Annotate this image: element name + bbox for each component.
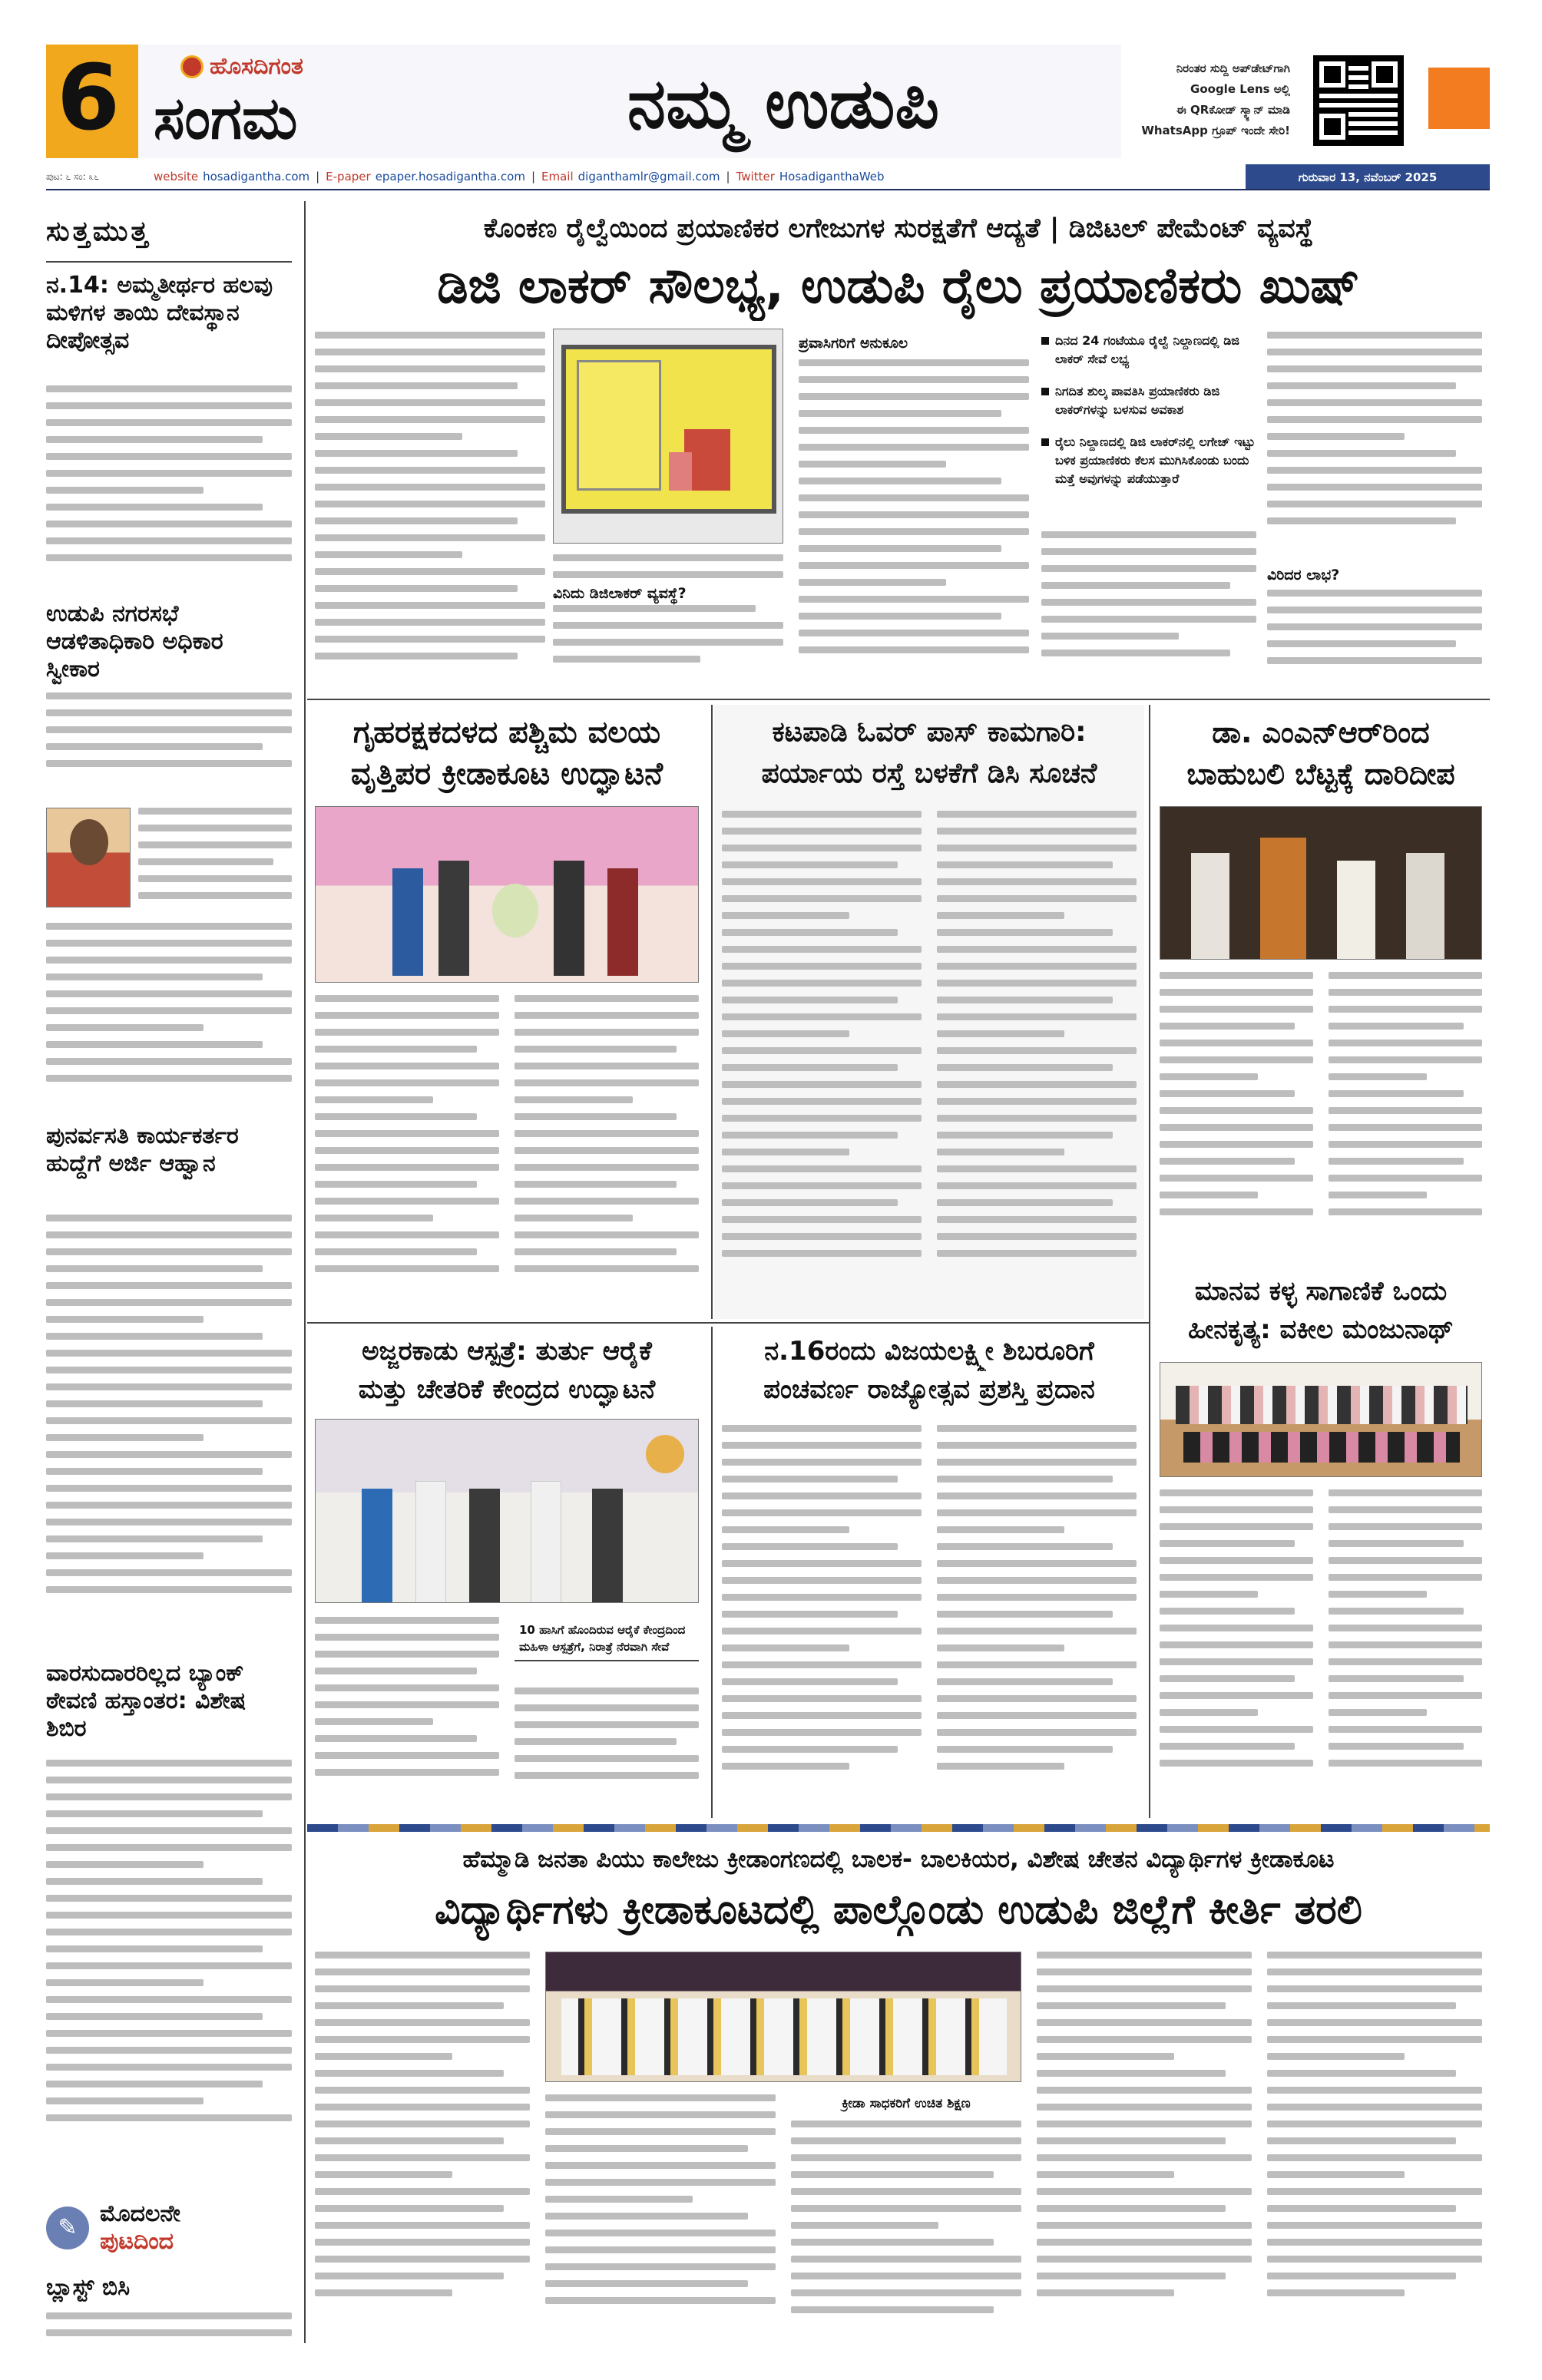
lead-body — [1041, 531, 1256, 685]
sidebar — [46, 201, 292, 2343]
story-head[interactable]: ವೃತ್ತಿಪರ ಕ್ರೀಡಾಕೂಟ ಉದ್ಘಾಟನೆ — [350, 756, 663, 792]
digi-locker-photo — [553, 329, 783, 544]
lead-kicker: ಕೊಂಕಣ ರೈಲ್ವೆಯಿಂದ ಪ್ರಯಾಣಿಕರ ಲಗೇಜುಗಳ ಸುರಕ್ಷತೆಗೆ ಆದ್ಯತೆ | ಡಿಜಿಟಲ್ ಪೇಮೆಂಟ್ ವ್ಯವಸ್ಥೆ — [483, 213, 1314, 244]
awareness-program-photo — [1160, 1362, 1482, 1477]
lead-body — [1267, 590, 1482, 685]
bahubali-event-photo — [1160, 806, 1482, 960]
sports-meet-photo — [315, 806, 699, 983]
twitter-label: Twitter — [736, 170, 775, 183]
qr-line: Google Lens ಅಲ್ಲಿ — [1190, 82, 1290, 96]
bullet-item: ದಿನದ 24 ಗಂಟೆಯೂ ರೈಲ್ವೆ ನಿಲ್ದಾಣದಲ್ಲಿ ಡಿಜಿ ಲಾಕರ್ ಸೇವೆ ಲಭ್ಯ — [1041, 332, 1256, 369]
sidebar-story-head[interactable]: ಪುನರ್ವಸತಿ ಕಾರ್ಯಕರ್ತರ ಹುದ್ದೆಗೆ ಅರ್ಜಿ ಆಹ್ವಾನ — [46, 1122, 239, 1177]
bullet-item: ನಿಗದಿತ ಶುಲ್ಕ ಪಾವತಿಸಿ ಪ್ರಯಾಣಿಕರು ಡಿಜಿ ಲಾಕರ್‌ಗಳನ್ನು ಬಳಸುವ ಅವಕಾಶ — [1041, 382, 1256, 419]
story-body — [1160, 972, 1313, 1256]
front-story-body — [46, 2312, 292, 2343]
lead-subhead: ವಿರಿದರ ಲಾಭ? — [1267, 567, 1340, 583]
bottom-kicker: ಹೆಮ್ಮಾಡಿ ಜನತಾ ಪಿಯು ಕಾಲೇಜು ಕ್ರೀಡಾಂಗಣದಲ್ಲಿ ಬಾಲಕ- ಬಾಲಕಿಯರ, ವಿಶೇಷ ಚೇತನ ವಿದ್ಯಾರ್ಥಿಗಳ ಕ್ರೀಡಾಕೂಟ — [462, 1846, 1335, 1873]
page-number: 6 — [56, 45, 121, 150]
column-divider — [304, 201, 306, 2343]
sidebar-story-body — [46, 923, 292, 1107]
sidebar-story-body — [46, 1760, 292, 2182]
lead-story — [307, 201, 1490, 693]
sidebar-story-body — [138, 808, 292, 915]
lead-subhead: ವಿನಿದು ಡಿಜಿಲಾಕರ್ ವ್ಯವಸ್ಥೆ? — [553, 583, 783, 603]
qr-text — [1090, 58, 1290, 141]
front-label: ಮೊದಲನೇ — [100, 2200, 180, 2227]
sidebar-story-head[interactable]: ಉಡುಪಿ ನಗರಸಭೆ ಆಡಳಿತಾಧಿಕಾರಿ ಅಧಿಕಾರ ಸ್ವೀಕಾರ — [46, 600, 223, 683]
square-bullet-icon — [1041, 438, 1049, 446]
story-body — [315, 1617, 499, 1809]
story-body — [515, 1687, 699, 1809]
row2-story — [1152, 705, 1490, 1258]
lead-body — [799, 359, 1029, 685]
orange-block — [1428, 68, 1490, 129]
square-bullet-icon — [1041, 388, 1049, 395]
qr-line: WhatsApp ಗ್ರೂಪ್ ಇಂದೇ ಸೇರಿ! — [1141, 124, 1290, 137]
story-head[interactable]: ಕಟಪಾಡಿ ಓವರ್ ಪಾಸ್ ಕಾಮಗಾರಿ: — [772, 716, 1087, 748]
story-body — [1329, 972, 1482, 1256]
epaper-link[interactable]: epaper.hosadigantha.com — [375, 170, 525, 183]
front-story-head[interactable]: ಬ್ಲಾಸ್ಟ್ ಬಿಸಿ — [46, 2274, 130, 2301]
email-label: Email — [541, 170, 574, 183]
qr-code-icon[interactable] — [1313, 55, 1404, 146]
lead-body — [1267, 332, 1482, 562]
story-head[interactable]: ಅಜ್ಜರಕಾಡು ಆಸ್ಪತ್ರೆ: ತುರ್ತು ಆರೈಕೆ — [362, 1336, 652, 1367]
story-body — [545, 2094, 776, 2335]
row3-story — [307, 1327, 706, 1818]
row2-story — [307, 705, 706, 1319]
brand-emblem-icon — [180, 55, 204, 78]
bottom-story — [307, 1836, 1490, 2343]
qr-line: ಈ QRಕೋಡ್ ಸ್ಕ್ಯಾನ್ ಮಾಡಿ — [1176, 103, 1290, 117]
square-bullet-icon — [1041, 337, 1049, 345]
story-body — [1267, 1952, 1482, 2335]
bottom-headline[interactable]: ವಿದ್ಯಾರ್ಥಿಗಳು ಕ್ರೀಡಾಕೂಟದಲ್ಲಿ ಪಾಲ್ಗೊಂಡು ಉಡುಪಿ ಜಿಲ್ಲೆಗೆ ಕೀರ್ತಿ ತರಲಿ — [435, 1887, 1362, 1933]
lead-body — [553, 554, 783, 685]
sidebar-story-body — [46, 385, 292, 585]
hospital-inauguration-photo — [315, 1419, 699, 1603]
story-body — [1329, 1489, 1482, 1812]
decor-bar — [307, 1824, 1490, 1832]
lead-bullets — [1041, 332, 1256, 488]
row2-story — [714, 705, 1144, 1319]
qr-line: ನಿರಂತರ ಸುದ್ದಿ ಅಪ್‌ಡೇಟ್‌ಗಾಗಿ — [1176, 61, 1290, 75]
story-head[interactable]: ಬಾಹುಬಲಿ ಬೆಟ್ಟಕ್ಕೆ ದಾರಿದೀಪ — [1186, 757, 1455, 791]
lead-subhead: ಪ್ರವಾಸಿಗರಿಗೆ ಅನುಕೂಲ — [799, 335, 908, 352]
official-portrait — [46, 808, 131, 907]
masthead — [46, 45, 1490, 158]
story-body — [315, 995, 499, 1310]
front-label-sub: ಪುಟದಿಂದ — [100, 2228, 174, 2255]
lead-headline[interactable]: ಡಿಜಿ ಲಾಕರ್ ಸೌಲಭ್ಯ, ಉಡುಪಿ ರೈಲು ಪ್ರಯಾಣಿಕರು ಖುಷ್ — [437, 258, 1360, 315]
brand-logo — [180, 52, 303, 81]
story-body — [315, 1952, 530, 2335]
story-head[interactable]: ಮಾನವ ಕಳ್ಳ ಸಾಗಾಣಿಕೆ ಒಂದು — [1194, 1276, 1448, 1307]
twitter-link[interactable]: HosadiganthaWeb — [779, 170, 885, 183]
pencil-icon: ✎ — [46, 2206, 89, 2249]
front-page-link[interactable] — [46, 2197, 292, 2259]
story-body — [937, 1425, 1137, 1809]
brand-name: ಹೊಸದಿಗಂತ — [210, 53, 303, 80]
story-body — [1037, 1952, 1252, 2335]
story-head[interactable]: ಮತ್ತು ಚೇತರಿಕೆ ಕೇಂದ್ರದ ಉದ್ಘಾಟನೆ — [358, 1374, 656, 1405]
website-label: website — [154, 170, 199, 183]
sidebar-story-body — [46, 693, 292, 792]
epaper-label: E-paper — [326, 170, 371, 183]
section-name: ಸಂಗಮ — [154, 84, 298, 152]
highlight-note: 10 ಹಾಸಿಗೆ ಹೊಂದಿರುವ ಆರೈಕೆ ಕೇಂದ್ರದಿಂದ ಮಹಿಳಾ ಆಸ್ಪತ್ರೆಗೆ, ನಿರಾತ್ರೆ ನೆರವಾಗಿ ಸೇವೆ — [515, 1617, 699, 1661]
date-bar: ಗುರುವಾರ 13, ನವೆಂಬರ್ 2025 — [1246, 164, 1490, 189]
edition-title: ನಮ್ಮ ಉಡುಪಿ — [627, 63, 940, 144]
story-head[interactable]: ಹೀನಕೃತ್ಯ: ವಕೀಲ ಮಂಜುನಾಥ್ — [1188, 1314, 1454, 1345]
sidebar-title: ಸುತ್ತಮುತ್ತ — [46, 216, 151, 247]
email-link[interactable]: diganthamlr@gmail.com — [577, 170, 720, 183]
story-head[interactable]: ಪರ್ಯಾಯ ರಸ್ತೆ ಬಳಕೆಗೆ ಡಿಸಿ ಸೂಚನೆ — [761, 758, 1097, 789]
info-bar: ಪುಟ: ೬ ಸಂ: ೩೬ website hosadigantha.com | E-paper epaper.hosadigantha.com | Email diganthamlr@gmail.com | Twitter HosadiganthaWeb ಗುರುವಾರ 13, ನವೆಂಬರ್ 2025 — [46, 164, 1490, 190]
website-link[interactable]: hosadigantha.com — [203, 170, 310, 183]
story-body — [791, 2121, 1021, 2335]
story-head[interactable]: ಪಂಚವರ್ಣ ರಾಜ್ಯೋತ್ಸವ ಪ್ರಶಸ್ತಿ ಪ್ರದಾನ — [763, 1374, 1095, 1405]
story-head[interactable]: ನ.16ರಂದು ವಿಜಯಲಕ್ಷ್ಮೀ ಶಿಬರೂರಿಗೆ — [764, 1336, 1094, 1367]
bullet-item: ರೈಲು ನಿಲ್ದಾಣದಲ್ಲಿ ಡಿಜಿ ಲಾಕರ್‌ನಲ್ಲಿ ಲಗೇಜ್ ಇಟ್ಟು ಬಳಿಕ ಪ್ರಯಾಣಿಕರು ಕೆಲಸ ಮುಗಿಸಿಕೊಂಡು ಬಂದು ಮತ್ತೆ ಅವುಗಳನ್ನು ಪಡೆಯುತ್ತಾರೆ — [1041, 433, 1256, 488]
sidebar-story-head[interactable]: ವಾರಸುದಾರರಿಲ್ಲದ ಬ್ಯಾಂಕ್ ಠೇವಣಿ ಹಸ್ತಾಂತರ: ವಿಶೇಷ ಶಿಬಿರ — [46, 1660, 247, 1742]
story-head[interactable]: ಡಾ. ಎಂಎನ್‌ಆರ್‌ರಿಂದ — [1212, 716, 1430, 749]
story-body — [515, 995, 699, 1310]
row3-story — [1152, 1267, 1490, 1818]
sidebar-story-body — [46, 1215, 292, 1645]
sidebar-story-head[interactable]: ನ.14: ಅಮ್ಮತೀರ್ಥರ ಹಲವು ಮಳಿಗಳ ತಾಯಿ ದೇವಸ್ಥಾನ ದೀಪೋತ್ಸವ — [46, 272, 273, 354]
story-body — [722, 1425, 922, 1809]
page-meta: ಪುಟ: ೬ ಸಂ: ೩೬ — [46, 171, 99, 182]
photo-caption: ಕ್ರೀಡಾ ಸಾಧಕರಿಗೆ ಉಚಿತ ಶಿಕ್ಷಣ — [842, 2096, 971, 2111]
lead-body — [315, 332, 545, 685]
story-body — [937, 811, 1137, 1310]
story-head[interactable]: ಗೃಹರಕ್ಷಕದಳದ ಪಶ್ಚಿಮ ವಲಯ — [352, 715, 661, 750]
row3-story — [714, 1327, 1144, 1818]
story-body — [722, 811, 922, 1310]
story-body — [1160, 1489, 1313, 1812]
sports-event-photo — [545, 1952, 1021, 2082]
